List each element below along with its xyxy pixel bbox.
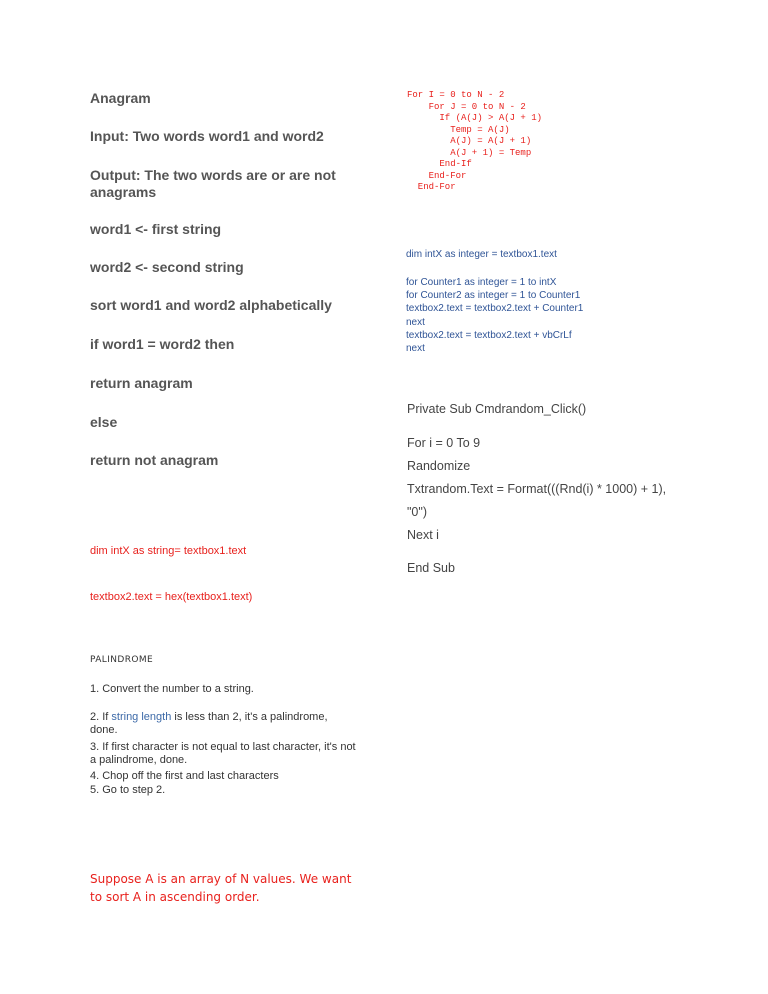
palindrome-heading: PALINDROME — [90, 655, 154, 665]
anagram-step-1: word1 <- first string — [90, 221, 222, 237]
random-code-line-6: Next i — [407, 528, 439, 542]
hex-code-line-2: textbox2.text = hex(textbox1.text) — [90, 591, 253, 603]
anagram-step-3: sort word1 and word2 alphabetically — [90, 297, 332, 313]
random-code-line-5: "0") — [407, 505, 427, 519]
anagram-output: Output: The two words are or are not anagrams — [90, 167, 336, 200]
bubble-sort-line: Temp = A(J) — [407, 124, 510, 135]
random-code-line-4: Txtrandom.Text = Format(((Rnd(i) * 1000) + 1), — [407, 482, 667, 496]
sort-note: Suppose A is an array of N values. We want to sort A in ascending order. — [90, 872, 352, 904]
counter-code-line-4: textbox2.text = textbox2.text + Counter1 — [406, 303, 584, 315]
bubble-sort-line: For I = 0 to N - 2 — [407, 90, 505, 100]
random-code-line-3: Randomize — [407, 459, 471, 473]
random-code-line-2: For i = 0 To 9 — [407, 436, 481, 450]
anagram-step-6: else — [90, 414, 118, 430]
bubble-sort-line: End-If — [407, 159, 472, 169]
palindrome-item-3: 3. If first character is not equal to last character, it's not a palindrome, done. — [90, 741, 356, 767]
bubble-sort-code — [407, 90, 542, 194]
palindrome-item-2-prefix: 2. If — [90, 711, 112, 723]
hex-code-line-1: dim intX as string= textbox1.text — [90, 545, 247, 557]
palindrome-item-4: 4. Chop off the first and last characters — [90, 770, 279, 782]
random-code-line-1: Private Sub Cmdrandom_Click() — [407, 402, 587, 416]
anagram-step-7: return not anagram — [90, 452, 219, 468]
random-code-line-7: End Sub — [407, 561, 455, 575]
counter-code-line-1: dim intX as integer = textbox1.text — [406, 249, 557, 260]
palindrome-item-1: 1. Convert the number to a string. — [90, 683, 254, 695]
bubble-sort-line: If (A(J) > A(J + 1) — [407, 113, 543, 123]
counter-code-block — [406, 276, 583, 355]
bubble-sort-line: End-For — [407, 170, 467, 181]
anagram-input: Input: Two words word1 and word2 — [90, 128, 324, 144]
counter-code-line-2: for Counter1 as integer = 1 to intX — [406, 277, 557, 288]
palindrome-item-2-suffix: is less than 2, it's a palindrome, done. — [90, 711, 328, 737]
counter-code-line-7: next — [406, 343, 425, 355]
anagram-step-2: word2 <- second string — [90, 259, 244, 275]
bubble-sort-line: A(J) = A(J + 1) — [407, 136, 532, 146]
bubble-sort-line: A(J + 1) = Temp — [407, 147, 532, 158]
anagram-step-4: if word1 = word2 then — [90, 336, 235, 352]
counter-code-line-3: for Counter2 as integer = 1 to Counter1 — [406, 290, 581, 302]
anagram-step-5: return anagram — [90, 375, 193, 391]
bubble-sort-line: For J = 0 to N - 2 — [407, 101, 526, 112]
counter-code-line-6: textbox2.text = textbox2.text + vbCrLf — [406, 329, 572, 341]
string-length-link[interactable]: string length — [111, 711, 172, 723]
palindrome-item-5: 5. Go to step 2. — [90, 784, 166, 796]
anagram-title: Anagram — [90, 90, 151, 106]
counter-code-line-5: next — [406, 316, 425, 328]
palindrome-item-2 — [90, 711, 358, 738]
bubble-sort-line: End-For — [407, 182, 456, 192]
